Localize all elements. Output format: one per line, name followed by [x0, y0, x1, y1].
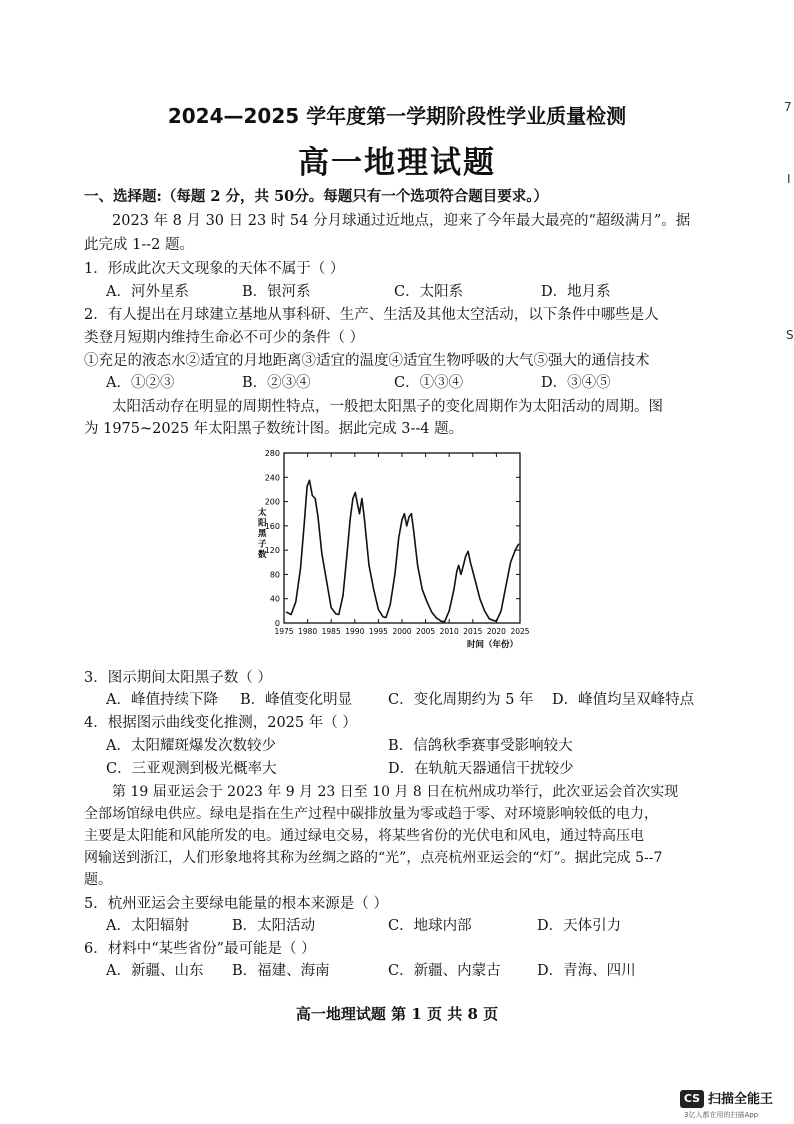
sunspot-data-point — [378, 609, 379, 610]
sunspot-data-point — [355, 492, 356, 493]
sunspot-data-point — [338, 614, 339, 615]
x-tick-label: 1990 — [345, 627, 365, 636]
x-axis-label: 时间（年份） — [466, 640, 518, 650]
sunspot-data-point — [475, 580, 476, 581]
y-tick-label: 0 — [274, 619, 280, 628]
question-3-option-b[interactable]: B．峰值变化明显 — [240, 692, 353, 708]
sunspot-data-point — [307, 486, 308, 487]
question-1-option-c[interactable]: C．太阳系 — [394, 284, 464, 300]
y-tick-label: 240 — [264, 473, 280, 483]
y-tick-label: 280 — [264, 449, 280, 458]
sunspot-data-point — [390, 604, 391, 605]
sunspot-data-point — [458, 565, 459, 566]
sunspot-data-point — [426, 601, 427, 602]
edge-mark: 7 — [784, 100, 792, 114]
page-footer: 高一地理试题 第 1 页 共 8 页 — [295, 1005, 499, 1023]
sunspot-data-point — [518, 543, 519, 544]
sunspot-data-point — [431, 611, 432, 612]
sunspot-data-point — [436, 618, 437, 619]
question-2-option-d[interactable]: D．③④⑤ — [541, 375, 611, 391]
question-4-option-d[interactable]: D．在轨航天器通信干扰较少 — [388, 761, 574, 777]
sunspot-data-point — [342, 595, 343, 596]
sunspot-data-point — [346, 556, 347, 557]
sunspot-data-point — [484, 610, 485, 611]
passage-3-line: 题。 — [84, 872, 112, 888]
sunspot-data-point — [321, 553, 322, 554]
sunspot-data-point — [295, 601, 296, 602]
sunspot-data-point — [385, 617, 386, 618]
x-tick-label: 2020 — [486, 627, 506, 636]
question-3-option-c[interactable]: C．变化周期约为 5 年 — [388, 692, 534, 708]
question-5-option-d[interactable]: D．天体引力 — [537, 918, 622, 934]
sunspot-data-point — [441, 621, 442, 622]
sunspot-chart — [240, 445, 540, 657]
x-tick-label: 2015 — [463, 627, 483, 636]
section-heading: 一、选择题:（每题 2 分，共 50分。每题只有一个选项符合题目要求。） — [84, 188, 549, 205]
sunspot-data-point — [331, 607, 332, 608]
sunspot-data-point — [317, 516, 318, 517]
sunspot-data-point — [312, 495, 313, 496]
sunspot-data-point — [359, 513, 360, 514]
question-5-option-b[interactable]: B．太阳活动 — [232, 918, 316, 934]
question-6-stem: 6．材料中“某些省份”最可能是（ ） — [84, 941, 316, 957]
y-tick-label: 160 — [264, 521, 280, 531]
passage-3-line: 第 19 届亚运会于 2023 年 9 月 23 日至 10 月 8 日在杭州成功举行，此次亚运会首次实现 — [112, 784, 679, 800]
question-2-option-c[interactable]: C．①③④ — [394, 375, 464, 391]
question-6-option-b[interactable]: B．福建、海南 — [232, 963, 330, 979]
scanner-logo-icon: CS — [680, 1090, 704, 1108]
sunspot-data-point — [496, 621, 497, 622]
question-3-option-d[interactable]: D．峰值均呈双峰特点 — [552, 692, 695, 708]
question-3-option-a[interactable]: A．峰值持续下降 — [106, 692, 218, 708]
sunspot-data-point — [456, 571, 457, 572]
sunspot-data-point — [364, 516, 365, 517]
subject-title: 高一地理试题 — [298, 145, 496, 181]
question-1-option-b[interactable]: B．银河系 — [242, 284, 311, 300]
sunspot-data-point — [373, 589, 374, 590]
sunspot-data-point — [449, 610, 450, 611]
sunspot-data-point — [335, 613, 336, 614]
sunspot-data-point — [444, 621, 445, 622]
scanner-app-tagline: 3亿人都在用的扫描App — [684, 1111, 759, 1119]
y-tick-label: 80 — [269, 570, 280, 580]
sunspot-data-point — [315, 498, 316, 499]
passage-2-line: 为 1975~2025 年太阳黑子数统计图。据此完成 3--4 题。 — [84, 421, 464, 437]
sunspot-data-point — [467, 551, 468, 552]
question-2-option-b[interactable]: B．②③④ — [242, 375, 311, 391]
edge-mark: S — [786, 328, 794, 342]
sunspot-data-point — [460, 574, 461, 575]
sunspot-data-point — [352, 498, 353, 499]
sunspot-data-point — [465, 556, 466, 557]
y-axis-label: 太阳黑子数 — [258, 508, 267, 560]
sunspot-data-point — [493, 620, 494, 621]
sunspot-data-point — [408, 516, 409, 517]
passage-2-line: 太阳活动存在明显的周期性特点，一般把太阳黑子的变化周期作为太阳活动的周期。图 — [112, 399, 663, 415]
question-1-option-d[interactable]: D．地月系 — [541, 284, 611, 300]
x-tick-label: 1985 — [321, 627, 341, 636]
exam-title: 2024—2025 学年度第一学期阶段性学业质量检测 — [167, 104, 627, 128]
sunspot-data-point — [361, 498, 362, 499]
x-tick-label: 1980 — [298, 627, 318, 636]
edge-mark: I — [787, 172, 791, 186]
x-tick-label: 1975 — [274, 627, 294, 636]
sunspot-data-point — [479, 598, 480, 599]
question-6-option-d[interactable]: D．青海、四川 — [537, 963, 636, 979]
x-tick-label: 2005 — [416, 627, 436, 636]
sunspot-data-point — [422, 589, 423, 590]
question-3-stem: 3．图示期间太阳黑子数（ ） — [84, 670, 272, 686]
question-4-option-b[interactable]: B．信鸽秋季赛事受影响较大 — [388, 738, 573, 754]
x-tick-label: 2000 — [392, 627, 412, 636]
y-tick-label: 200 — [264, 497, 280, 507]
question-4-stem: 4．根据图示曲线变化推测，2025 年（ ） — [84, 715, 357, 731]
sunspot-series-line — [286, 480, 518, 622]
sunspot-data-point — [463, 565, 464, 566]
question-4-option-c[interactable]: C．三亚观测到极光概率大 — [106, 761, 277, 777]
passage-1-line: 2023 年 8 月 30 日 23 时 54 分月球通过近地点，迎来了今年最大最亮的“超级满月”。据 — [112, 213, 691, 229]
x-tick-label: 2010 — [439, 627, 459, 636]
x-tick-label: 2025 — [510, 627, 530, 636]
passage-3-line: 主要是太阳能和风能所发的电。通过绿电交易，将某些省份的光伏电和风电，通过特高压电 — [84, 828, 644, 844]
question-2-option-a[interactable]: A．①②③ — [106, 375, 175, 391]
sunspot-data-point — [394, 574, 395, 575]
question-5-stem: 5．杭州亚运会主要绿电能量的根本来源是（ ） — [84, 896, 388, 912]
sunspot-data-point — [368, 565, 369, 566]
sunspot-data-point — [413, 531, 414, 532]
sunspot-data-point — [326, 580, 327, 581]
sunspot-data-point — [309, 480, 310, 481]
sunspot-data-point — [286, 611, 287, 612]
sunspot-data-point — [470, 562, 471, 563]
question-5-option-a[interactable]: A．太阳辐射 — [106, 918, 189, 934]
sunspot-data-point — [304, 522, 305, 523]
sunspot-data-point — [406, 525, 407, 526]
sunspot-data-point — [401, 519, 402, 520]
sunspot-data-point — [417, 565, 418, 566]
sunspot-data-point — [300, 568, 301, 569]
y-tick-label: 40 — [269, 594, 280, 604]
sunspot-data-point — [404, 513, 405, 514]
sunspot-data-point — [501, 610, 502, 611]
question-2-conditions: ①充足的液态水②适宜的月地距离③适宜的温度④适宜生物呼吸的大气⑤强大的通信技术 — [84, 353, 650, 369]
sunspot-data-point — [515, 550, 516, 551]
y-tick-label: 120 — [264, 546, 280, 556]
plot-frame — [284, 453, 520, 623]
sunspot-data-point — [489, 618, 490, 619]
question-5-option-c[interactable]: C．地球内部 — [388, 918, 472, 934]
sunspot-data-point — [411, 513, 412, 514]
sunspot-data-point — [349, 519, 350, 520]
sunspot-data-point — [357, 504, 358, 505]
sunspot-data-point — [398, 537, 399, 538]
x-tick-label: 1995 — [368, 627, 388, 636]
question-6-option-c[interactable]: C．新疆、内蒙古 — [388, 963, 501, 979]
question-1-stem: 1．形成此次天文现象的天体不属于（ ） — [84, 261, 345, 277]
sunspot-data-point — [510, 562, 511, 563]
sunspot-data-point — [505, 586, 506, 587]
question-6-option-a[interactable]: A．新疆、山东 — [106, 963, 204, 979]
passage-3-line: 网输送到浙江，人们形象地将其称为丝绸之路的“光”，点亮杭州亚运会的“灯”。据此完成 5--7 — [84, 850, 663, 866]
passage-1-line: 此完成 1--2 题。 — [84, 237, 194, 253]
question-2-stem: 2．有人提出在月球建立基地从事科研、生产、生活及其他太空活动，以下条件中哪些是人 — [84, 307, 659, 323]
passage-3-line: 全部场馆绿电供应。绿电是指在生产过程中碳排放量为零或趋于零、对环境影响较低的电力， — [84, 806, 658, 822]
sunspot-data-point — [453, 589, 454, 590]
question-4-option-a[interactable]: A．太阳耀斑爆发次数较少 — [106, 738, 276, 754]
scanner-app-name: 扫描全能王 — [708, 1092, 774, 1107]
sunspot-data-point — [290, 614, 291, 615]
question-1-option-a[interactable]: A．河外星系 — [106, 284, 189, 300]
sunspot-data-point — [383, 616, 384, 617]
question-2-stem: 类登月短期内维持生命必不可少的条件（ ） — [84, 330, 365, 346]
